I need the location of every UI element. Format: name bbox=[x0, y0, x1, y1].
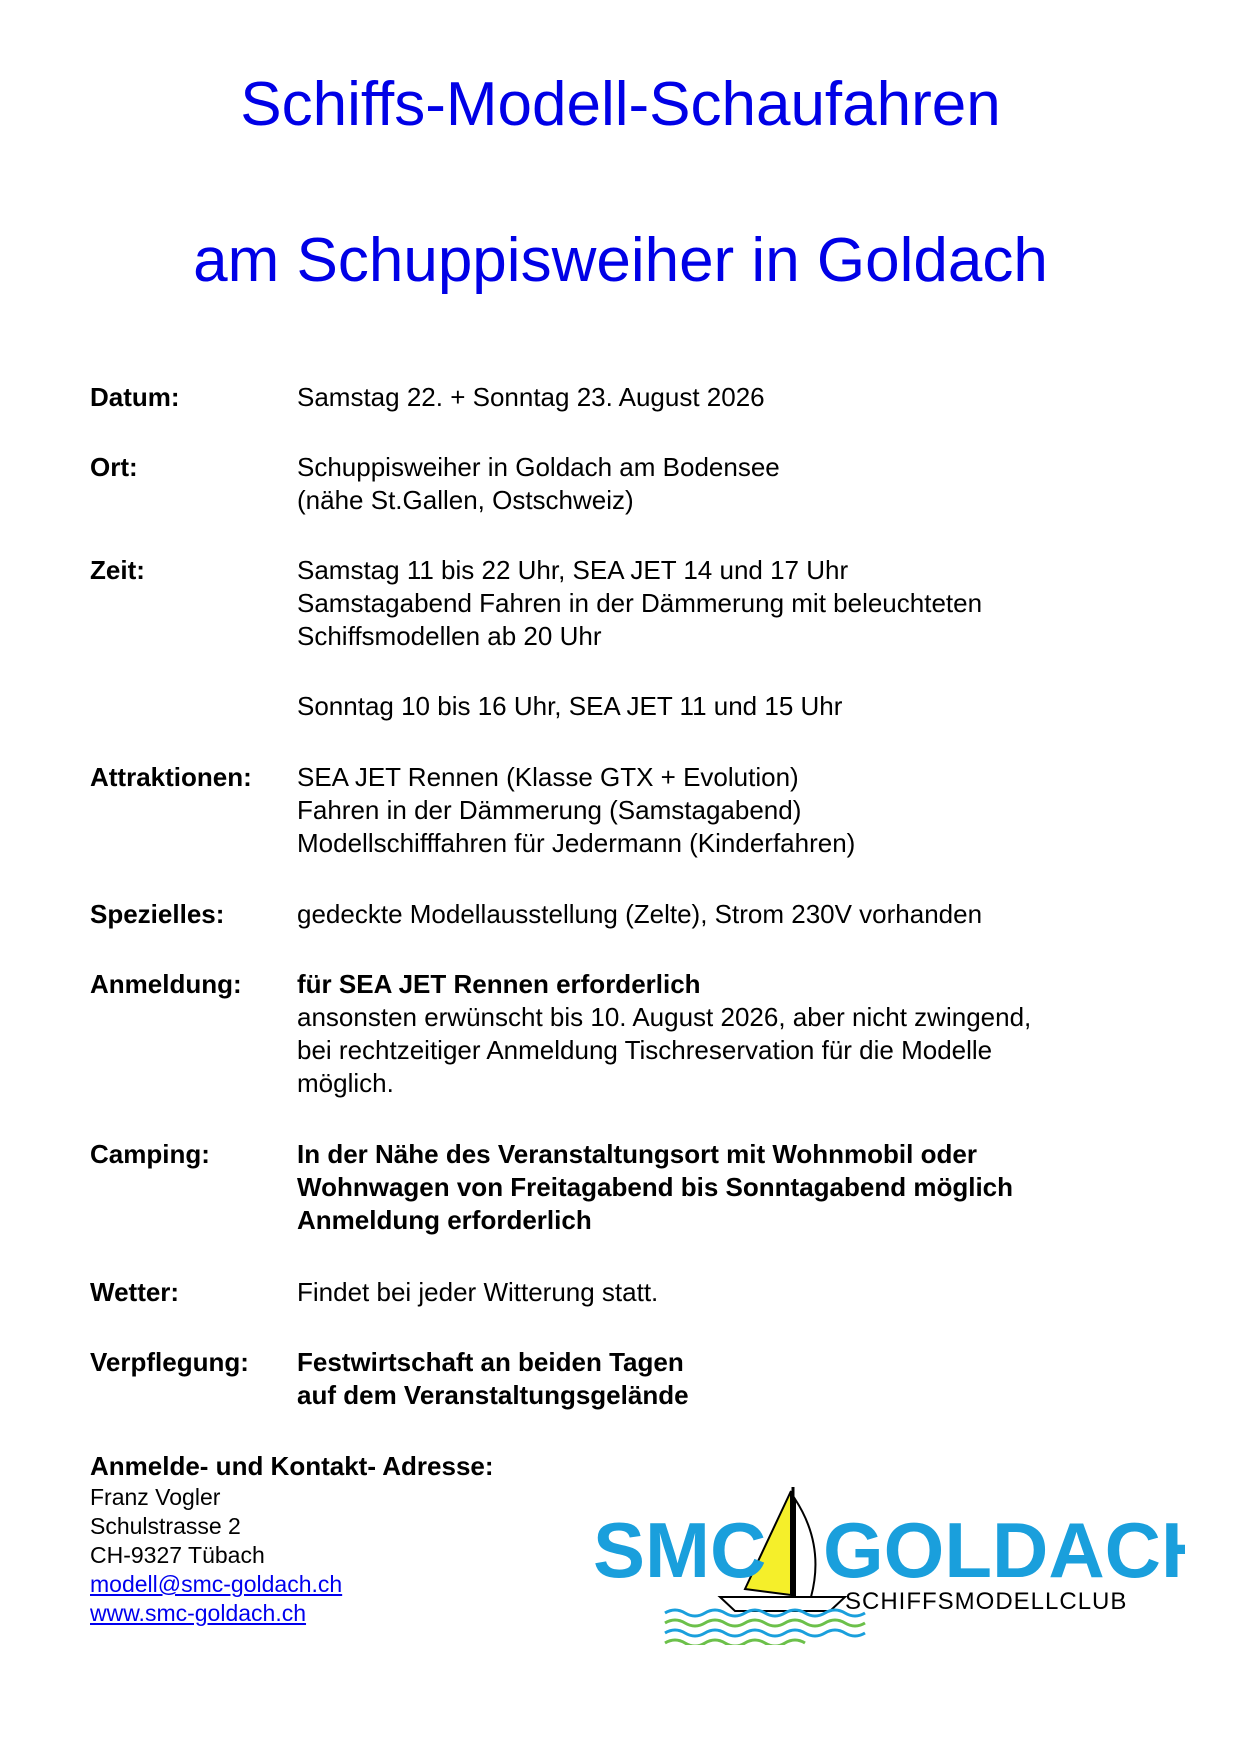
contact-website-link[interactable]: www.smc-goldach.ch bbox=[90, 1600, 307, 1626]
contact-name: Franz Vogler bbox=[90, 1484, 221, 1510]
waves-icon bbox=[665, 1610, 865, 1645]
label-spezielles: Spezielles: bbox=[90, 899, 225, 929]
content-verpflegung bbox=[297, 1346, 1177, 1412]
text-line: Samstag 11 bis 22 Uhr, SEA JET 14 und 17 Uhr bbox=[297, 555, 849, 585]
text-line: auf dem Veranstaltungsgelände bbox=[297, 1380, 689, 1410]
contact-block bbox=[90, 1450, 494, 1628]
page-title: Schiffs-Modell-Schaufahren bbox=[240, 70, 1001, 139]
text-line: SEA JET Rennen (Klasse GTX + Evolution) bbox=[297, 762, 799, 792]
text-line: gedeckte Modellausstellung (Zelte), Strom 230V vorhanden bbox=[297, 899, 983, 929]
text-line: Samstagabend Fahren in der Dämmerung mit beleuchteten bbox=[297, 588, 983, 618]
logo-subtitle: SCHIFFSMODELLCLUB bbox=[845, 1588, 1128, 1615]
contact-heading: Anmelde- und Kontakt- Adresse: bbox=[90, 1451, 494, 1481]
label-ort: Ort: bbox=[90, 452, 138, 482]
text-line: Schuppisweiher in Goldach am Bodensee bbox=[297, 452, 780, 482]
text-line: bei rechtzeitiger Anmeldung Tischreservation für die Modelle bbox=[297, 1035, 993, 1065]
text-line: Findet bei jeder Witterung statt. bbox=[297, 1277, 659, 1307]
content-wetter bbox=[297, 1276, 1177, 1309]
content-attraktionen bbox=[297, 761, 1177, 860]
content-datum bbox=[297, 381, 1177, 414]
hull-icon bbox=[720, 1597, 845, 1611]
text-line-sunday: Sonntag 10 bis 16 Uhr, SEA JET 11 und 15 Uhr bbox=[297, 691, 843, 721]
content-ort bbox=[297, 451, 1177, 517]
label-zeit: Zeit: bbox=[90, 555, 145, 585]
page-subtitle: am Schuppisweiher in Goldach bbox=[193, 226, 1048, 295]
text-line: Wohnwagen von Freitagabend bis Sonntagabend möglich bbox=[297, 1172, 1014, 1202]
text-line: (nähe St.Gallen, Ostschweiz) bbox=[297, 485, 634, 515]
text-line-bold: für SEA JET Rennen erforderlich bbox=[297, 969, 701, 999]
label-verpflegung: Verpflegung: bbox=[90, 1347, 249, 1377]
text-line: Anmeldung erforderlich bbox=[297, 1205, 592, 1235]
logo-text-right: GOLDACH bbox=[823, 1506, 1185, 1594]
text-line: Festwirtschaft an beiden Tagen bbox=[297, 1347, 684, 1377]
contact-city: CH-9327 Tübach bbox=[90, 1542, 265, 1568]
text-line: In der Nähe des Veranstaltungsort mit Wohnmobil oder bbox=[297, 1139, 977, 1169]
text-line: möglich. bbox=[297, 1068, 394, 1098]
content-camping bbox=[297, 1138, 1177, 1237]
logo-text-left: SMC bbox=[593, 1506, 767, 1594]
text-line: Schiffsmodellen ab 20 Uhr bbox=[297, 621, 602, 651]
content-zeit bbox=[297, 554, 1177, 723]
label-wetter: Wetter: bbox=[90, 1277, 180, 1307]
label-anmeldung: Anmeldung: bbox=[90, 969, 242, 999]
text-line: Modellschifffahren für Jedermann (Kinderfahren) bbox=[297, 828, 856, 858]
logo-graphic bbox=[585, 1485, 1185, 1645]
label-datum: Datum: bbox=[90, 382, 180, 412]
contact-street: Schulstrasse 2 bbox=[90, 1513, 241, 1539]
text-line: ansonsten erwünscht bis 10. August 2026, aber nicht zwingend, bbox=[297, 1002, 1032, 1032]
label-attraktionen: Attraktionen: bbox=[90, 762, 252, 792]
contact-email-link[interactable]: modell@smc-goldach.ch bbox=[90, 1571, 343, 1597]
text-line: Fahren in der Dämmerung (Samstagabend) bbox=[297, 795, 802, 825]
content-anmeldung bbox=[297, 968, 1177, 1100]
label-camping: Camping: bbox=[90, 1139, 210, 1169]
club-logo bbox=[585, 1485, 1185, 1645]
sail-right-icon bbox=[795, 1499, 815, 1597]
content-spezielles bbox=[297, 898, 1177, 931]
text-line: Samstag 22. + Sonntag 23. August 2026 bbox=[297, 382, 765, 412]
